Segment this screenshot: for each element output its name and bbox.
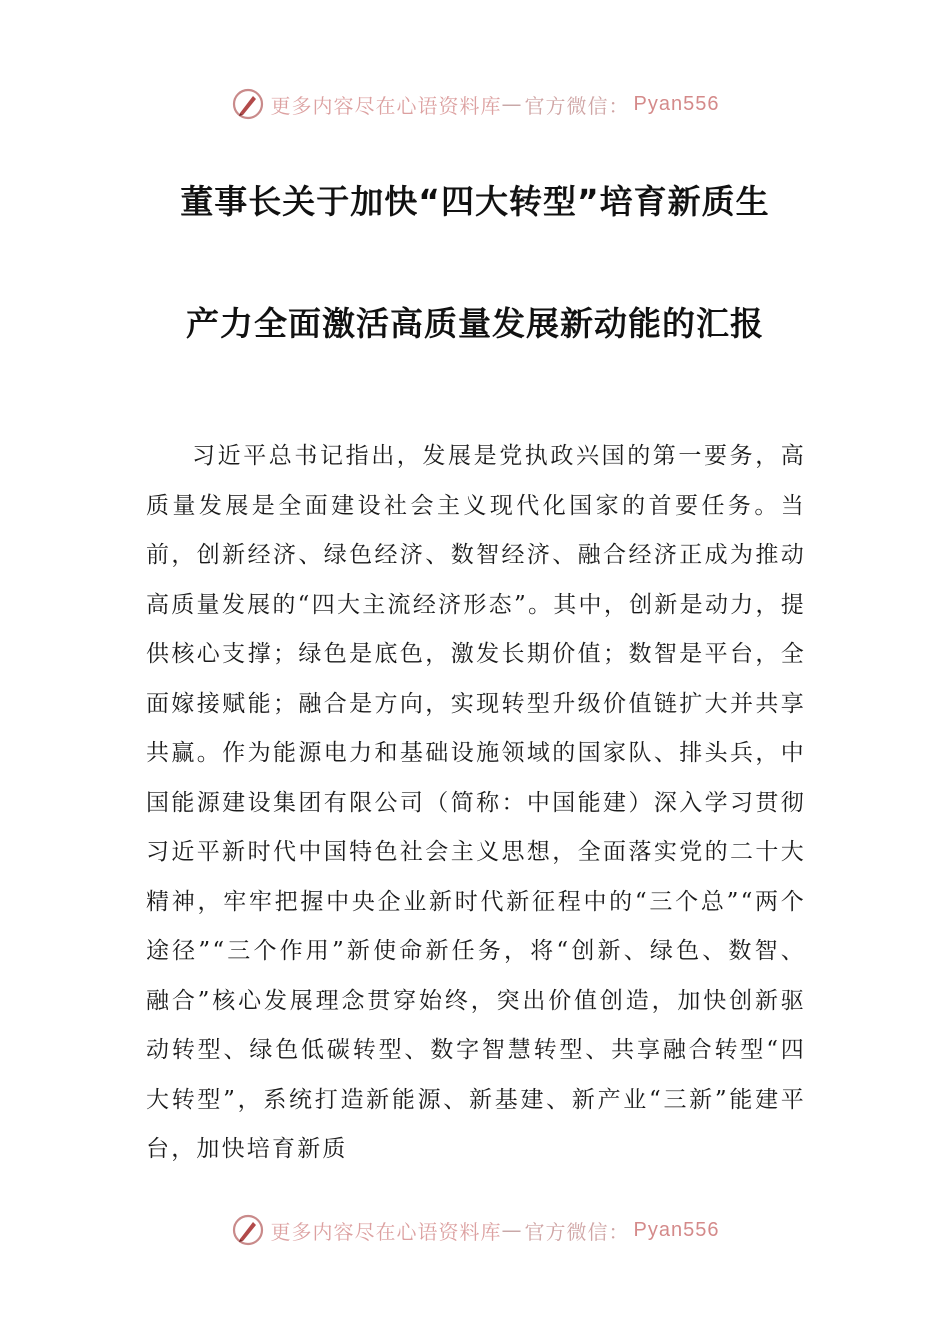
pen-logo-icon [231,87,265,121]
watermark-label: 官方微信： [524,1219,630,1244]
watermark-main-text: 更多内容尽在心语资料库 [270,1219,502,1244]
document-title-line-1: 董事长关于加快“四大转型”培育新质生 [180,182,770,221]
watermark-main-text: 更多内容尽在心语资料库 [270,93,502,118]
watermark-id: Pyan556 [633,1218,720,1241]
watermark-label: 官方微信： [524,93,630,118]
watermark-id: Pyan556 [633,92,720,115]
watermark-banner-bottom [0,1208,950,1252]
pen-logo-icon [231,1213,265,1247]
watermark-separator: — [501,1218,523,1242]
watermark-separator: — [501,92,523,116]
body-paragraph: 习近平总书记指出，发展是党执政兴国的第一要务，高质量发展是全面建设社会主义现代化国家的首要任务。当前，创新经济、绿色经济、数智经济、融合经济正成为推动高质量发展的“四大主流经济形态”。其中，创新是动力，提供核心支撑；绿色是底色，激发长期价值；数智是平台，全面嫁接赋能；融合是方向，实现转型升级价值链扩大并共享共赢。作为能源电力和基础设施领域的国家队、排头兵，中国能源建设集团有限公司（简称：中国能建）深入学习贯彻习近平新时代中国特色社会主义思想，全面落实党的二十大精神，牢牢把握中央企业新时代新征程中的“三个总”“两个途径”“三个作用”新使命新任务，将“创新、绿色、数智、融合”核心发展理念贯穿始终，突出价值创造，加快创新驱动转型、绿色低碳转型、数字智慧转型、共享融合转型“四大转型”，系统打造新能源、新基建、新产业“三新”能建平台，加快培育新质 [146,443,806,1162]
document-title-line-2: 产力全面激活高质量发展新动能的汇报 [186,304,764,343]
watermark-banner-top [0,82,950,126]
